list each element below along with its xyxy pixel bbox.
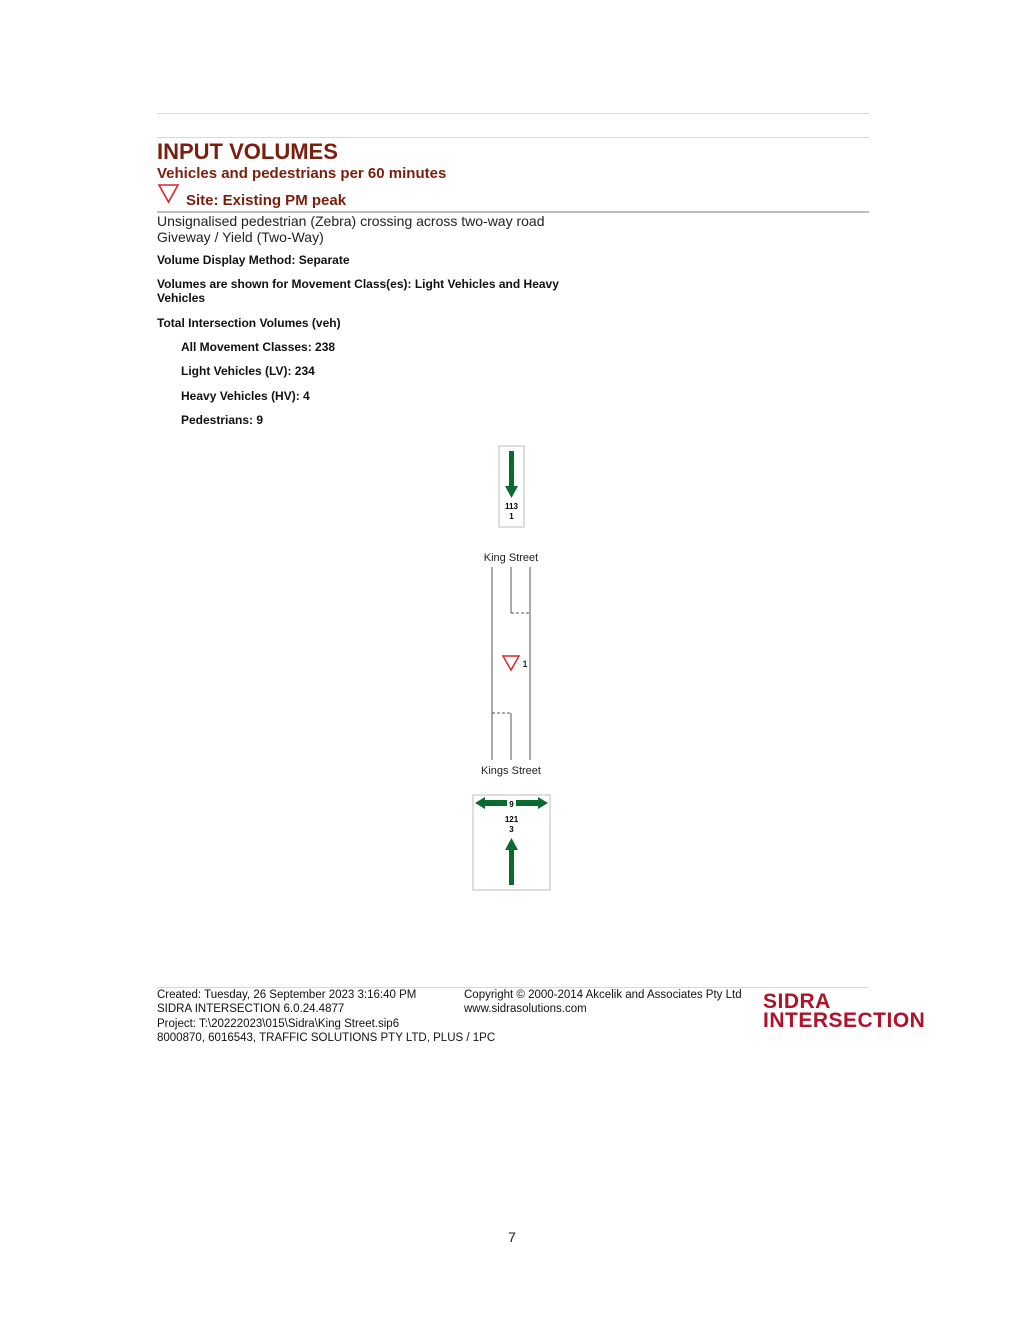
all-classes-total: All Movement Classes: 238 xyxy=(181,340,336,354)
north-lv-volume: 113 xyxy=(505,502,518,511)
south-hv-volume: 3 xyxy=(509,825,514,834)
intersection-diagram xyxy=(440,440,590,895)
north-street-label: King Street xyxy=(483,552,539,564)
pedestrians-total: Pedestrians: 9 xyxy=(181,413,264,427)
footer-website: www.sidrasolutions.com xyxy=(464,1003,587,1015)
page-subtitle: Vehicles and pedestrians per 60 minutes xyxy=(157,165,447,182)
description-line-2: Giveway / Yield (Two-Way) xyxy=(157,229,324,245)
giveway-icon xyxy=(158,184,180,204)
total-volumes-heading: Total Intersection Volumes (veh) xyxy=(157,316,341,330)
footer-version: SIDRA INTERSECTION 6.0.24.4877 xyxy=(157,1003,345,1015)
footer-project: Project: T:\20222023\015\Sidra\King Street.sip6 xyxy=(157,1018,400,1030)
page-title: INPUT VOLUMES xyxy=(157,139,338,164)
south-approach-box xyxy=(473,795,550,890)
footer-copyright: Copyright © 2000-2014 Akcelik and Associates Pty Ltd xyxy=(464,989,742,1001)
top-divider xyxy=(157,113,869,114)
section-divider xyxy=(157,137,869,138)
north-hv-volume: 1 xyxy=(509,512,514,521)
north-approach-box xyxy=(499,446,524,527)
sidra-logo: SIDRA INTERSECTION xyxy=(763,990,926,1032)
giveway-marker-label: 1 xyxy=(522,659,528,669)
description-line-1: Unsignalised pedestrian (Zebra) crossing across two-way road xyxy=(157,213,545,229)
footer-license: 8000870, 6016543, TRAFFIC SOLUTIONS PTY LTD, PLUS / 1PC xyxy=(157,1032,496,1044)
heavy-vehicles-total: Heavy Vehicles (HV): 4 xyxy=(181,389,310,403)
movement-classes: Volumes are shown for Movement Class(es): Light Vehicles and Heavy Vehicles xyxy=(157,277,559,305)
south-street-label: Kings Street xyxy=(481,765,541,777)
south-lv-volume: 121 xyxy=(504,815,519,824)
pedestrian-volume: 9 xyxy=(509,800,514,809)
light-vehicles-total: Light Vehicles (LV): 234 xyxy=(181,364,315,378)
footer-created: Created: Tuesday, 26 September 2023 3:16:40 PM xyxy=(157,989,417,1001)
volume-display-method: Volume Display Method: Separate xyxy=(157,253,350,267)
page-number: 7 xyxy=(508,1229,516,1245)
site-label: Site: Existing PM peak xyxy=(186,192,347,209)
giveway-marker-icon xyxy=(503,656,519,670)
